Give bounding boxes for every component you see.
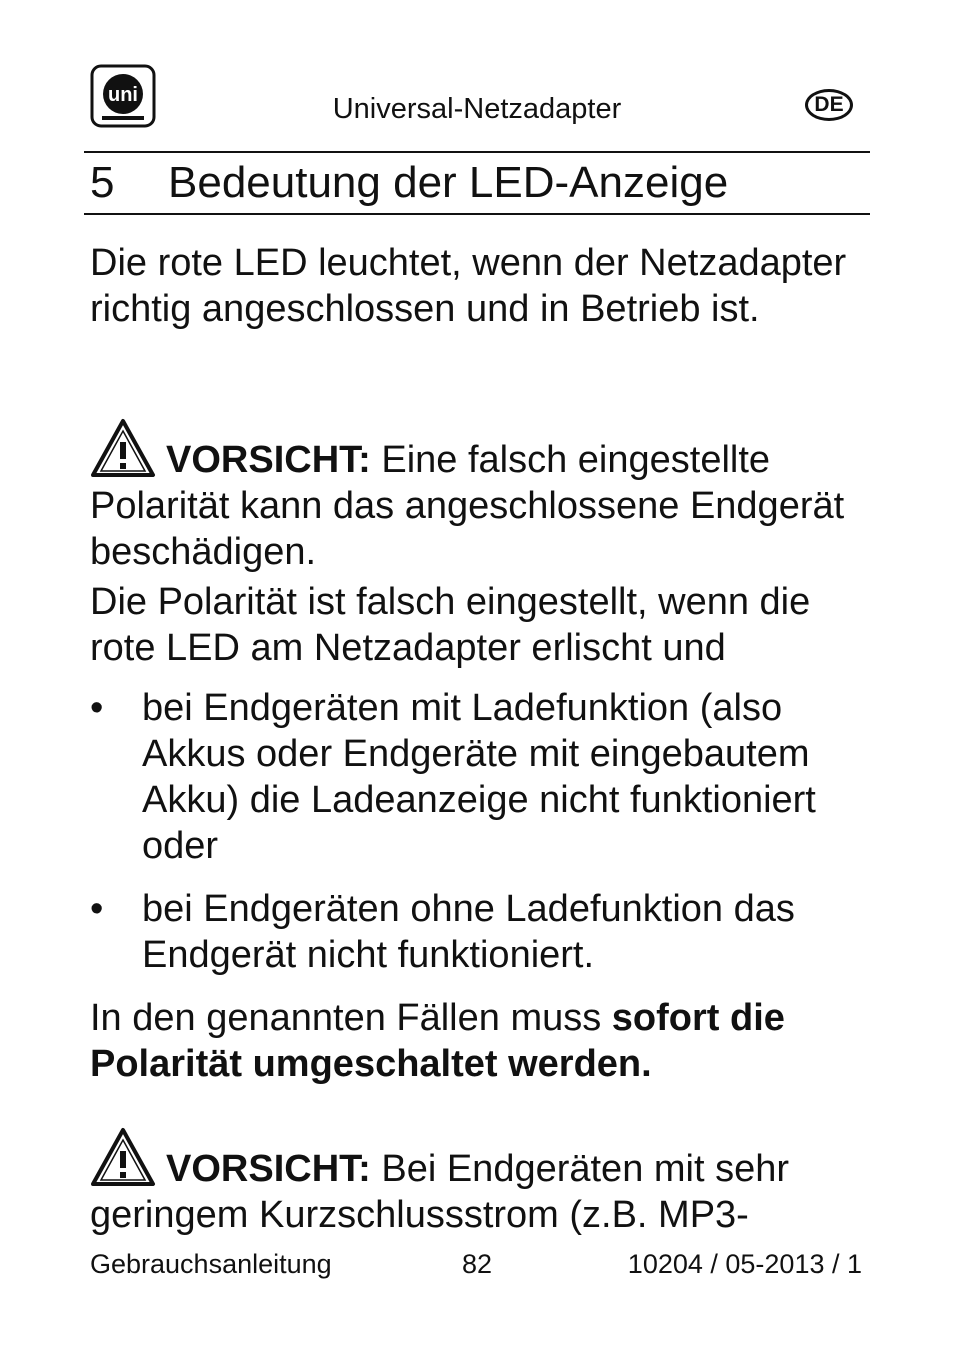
warning-label: VORSICHT: [166,439,371,481]
language-badge: DE [805,89,853,121]
warning-polarity [90,418,870,575]
warning-triangle-icon [90,418,156,478]
warning-label: VORSICHT: [166,1148,371,1190]
paragraph-polarity-wrong: Die Polarität ist falsch eingestellt, wenn die rote LED am Netzadapter erlischt und [90,581,811,669]
list-item: bei Endgeräten mit Ladefunktion (also Akkus oder Endgeräte mit eingebautem Akku) die Ladeanzeige nicht funktioniert oder [142,687,816,867]
document-title: Universal-Netzadapter [332,93,622,125]
paragraph-switch-polarity [90,995,870,1087]
warning-triangle-icon [90,1127,156,1187]
footer-doc-id: 10204 / 05-2013 / 1 [627,1249,862,1279]
bullet-marker: • [90,888,104,930]
logo-text: uni [108,84,138,106]
section-divider [84,213,870,215]
bullet-marker: • [90,687,104,729]
warning-short-circuit [90,1127,870,1238]
list-item: bei Endgeräten ohne Ladefunktion das Endgerät nicht funktioniert. [142,888,795,976]
section-heading [90,157,728,209]
warning-text: Eine falsch eingestellte Polarität kann das angeschlossene Endgerät beschädigen. [90,439,845,573]
paragraph-emphasis: sofort die Polarität umgeschaltet werden. [90,997,785,1085]
section-number: 5 [90,158,115,207]
paragraph-led-info: Die rote LED leuchtet, wenn der Netzadapter richtig angeschlossen und in Betrieb ist. [90,242,847,330]
warning-text: Bei Endgeräten mit sehr geringem Kurzschlussstrom (z.B. MP3- [90,1148,790,1236]
footer-doc-type: Gebrauchsanleitung [90,1249,332,1279]
paragraph-text: In den genannten Fällen muss [90,997,612,1039]
section-title: Bedeutung der LED-Anzeige [168,158,729,207]
header-divider [84,151,870,153]
page-number: 82 [461,1249,493,1279]
